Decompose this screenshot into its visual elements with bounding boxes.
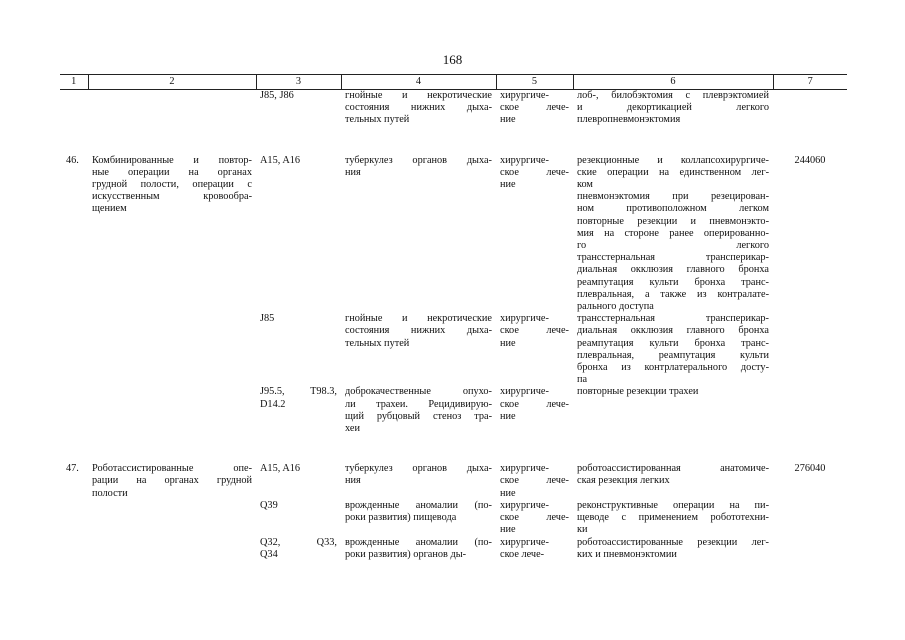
standard-cost-cell: 244060 (794, 154, 826, 166)
treatment-method-line: трансстернальная трансперикар- (577, 313, 769, 325)
column-number: 3 (256, 75, 341, 90)
icd-codes-cell (256, 537, 341, 561)
treatment-method-line: реампутация культи бронха транс- (577, 276, 769, 288)
treatment-method-cell (573, 386, 773, 435)
patient-model-line: гнойные и некротические (345, 90, 492, 101)
patient-model-line: щий рубцовый стеноз тра- (345, 410, 492, 422)
treatment-method-line: ном противоположном легком (577, 203, 769, 215)
treatment-type-cell (496, 386, 573, 435)
treatment-type-cell (496, 463, 573, 500)
treatment-method-line: щеводе с применением робототехни- (577, 512, 769, 524)
treatment-method-line: мия на стороне ранее оперированно- (577, 227, 769, 239)
row-number-cell: 46. (66, 154, 79, 166)
patient-model-line: состояния нижних дыха- (345, 325, 492, 337)
icd-codes-cell (256, 155, 341, 314)
patient-model-line: тельных путей (345, 114, 410, 126)
icd-codes-cell (256, 313, 341, 386)
treatment-method-cell (573, 155, 773, 314)
column-number: 1 (60, 75, 88, 90)
treatment-method-line: повторные резекции и пневмонэкто- (577, 215, 769, 227)
intervention-group-name-line: щением (92, 203, 127, 215)
row-number-cell (60, 537, 88, 561)
standard-cost-cell (773, 90, 847, 127)
icd-codes-line: D14.2 (260, 398, 286, 410)
treatment-method-cell (573, 500, 773, 537)
treatment-method-cell (573, 313, 773, 386)
intervention-group-name-line: полости (92, 487, 128, 499)
treatment-method-line: ские операции на единственном лег- (577, 166, 769, 178)
treatment-type-line: хирургиче- (500, 154, 549, 166)
treatment-method-line: рального доступа (577, 301, 654, 313)
icd-codes-line: Q34 (260, 548, 278, 560)
treatment-method-line: ком (577, 179, 593, 191)
treatment-type-cell (496, 500, 573, 537)
column-number: 5 (496, 75, 573, 90)
icd-codes-line: J85 (260, 313, 275, 325)
row-number-cell (60, 500, 88, 537)
treatment-method-line: плевральная, а также из контралате- (577, 288, 769, 300)
icd-codes-cell (256, 386, 341, 435)
patient-model-line: тельных путей (345, 337, 410, 349)
treatment-method-cell (573, 537, 773, 561)
patient-model-line: гнойные и некротические (345, 313, 492, 325)
table-row (60, 313, 847, 386)
treatment-type-line: хирургиче- (500, 536, 549, 548)
treatment-method-line: роботоассистированные резекции лег- (577, 536, 769, 548)
row-number-cell (60, 386, 88, 435)
patient-model-line: роки развития) пищевода (345, 512, 457, 524)
intervention-group-name-cell (88, 313, 256, 386)
icd-codes-line: J85, J86 (260, 90, 294, 101)
intervention-group-name-cell (88, 500, 256, 537)
treatment-method-line: роботоассистированная анатомиче- (577, 463, 769, 475)
treatment-method-line: трансстернальная трансперикар- (577, 252, 769, 264)
intervention-group-name-cell (88, 155, 256, 314)
patient-model-cell (341, 500, 496, 537)
treatment-method-line: па (577, 374, 588, 386)
patient-model-cell (341, 313, 496, 386)
treatment-method-line: го легкого (577, 240, 769, 252)
row-number-cell (60, 90, 88, 127)
patient-model-line: врожденные аномалии (по- (345, 499, 492, 511)
table-row (60, 500, 847, 537)
intervention-group-name-line: искусственным кровообра- (92, 191, 252, 203)
treatment-type-line: ское лече- (500, 325, 569, 337)
intervention-group-name-line: рации на органах грудной (92, 475, 252, 487)
icd-codes-line: Q39 (260, 499, 278, 511)
table-body (60, 90, 847, 561)
treatment-type-cell (496, 155, 573, 314)
icd-codes-cell (256, 90, 341, 127)
treatment-type-line: ское лече- (500, 548, 545, 560)
treatment-method-line: повторные резекции трахеи (577, 386, 699, 398)
icd-codes-cell (256, 500, 341, 537)
patient-model-line: ния (345, 475, 361, 487)
intervention-group-name-line: ные операции на органах (92, 166, 252, 178)
row-number-cell (60, 313, 88, 386)
table-row (60, 90, 847, 127)
icd-codes-line: A15, A16 (260, 463, 301, 475)
standard-cost-cell (773, 386, 847, 435)
icd-codes-line: J95.5, T98.3, (260, 386, 337, 398)
patient-model-line: хеи (345, 423, 360, 435)
patient-model-cell (341, 463, 496, 500)
treatment-method-line: плевральная, реампутация культи (577, 349, 769, 361)
icd-codes-cell (256, 463, 341, 500)
row-spacer (60, 435, 847, 463)
column-number: 4 (341, 75, 496, 90)
intervention-group-name-cell (88, 463, 256, 500)
treatment-method-line: реампутация культи бронха транс- (577, 337, 769, 349)
treatment-type-line: ние (500, 410, 516, 422)
row-number-cell: 47. (66, 463, 79, 475)
treatment-method-line: ки (577, 524, 588, 536)
treatment-type-line: хирургиче- (500, 463, 549, 475)
patient-model-line: туберкулез органов дыха- (345, 154, 492, 166)
table-row (60, 155, 847, 314)
treatment-type-line: хирургиче- (500, 313, 549, 325)
treatment-type-line: ние (500, 114, 516, 126)
standard-cost-cell (773, 500, 847, 537)
column-number: 7 (773, 75, 847, 90)
treatment-method-line: диальная окклюзия главного бронха (577, 264, 769, 276)
column-number: 6 (573, 75, 773, 90)
patient-model-cell (341, 537, 496, 561)
document-table (60, 74, 847, 561)
patient-model-line: ния (345, 166, 361, 178)
intervention-group-name-cell (88, 537, 256, 561)
patient-model-line: доброкачественные опухо- (345, 386, 492, 398)
treatment-type-line: ское лече- (500, 512, 569, 524)
treatment-type-line: ское лече- (500, 102, 569, 114)
treatment-type-line: хирургиче- (500, 499, 549, 511)
row-spacer (60, 127, 847, 155)
table-row (60, 537, 847, 561)
table-row (60, 463, 847, 500)
table-row (60, 386, 847, 435)
patient-model-line: состояния нижних дыха- (345, 102, 492, 114)
patient-model-line: роки развития) органов ды- (345, 548, 467, 560)
treatment-method-line: бронха из контрлатерального досту- (577, 362, 769, 374)
treatment-method-line: диальная окклюзия главного бронха (577, 325, 769, 337)
treatment-method-line: резекционные и коллапсохирургиче- (577, 154, 769, 166)
patient-model-cell (341, 386, 496, 435)
icd-codes-line: Q32, Q33, (260, 536, 337, 548)
treatment-type-line: хирургиче- (500, 90, 549, 101)
patient-model-cell (341, 155, 496, 314)
treatment-type-line: ское лече- (500, 166, 569, 178)
standard-cost-cell: 276040 (794, 463, 826, 475)
treatment-type-cell (496, 90, 573, 127)
treatment-type-line: ское лече- (500, 398, 569, 410)
treatment-method-cell (573, 90, 773, 127)
patient-model-line: врожденные аномалии (по- (345, 536, 492, 548)
patient-model-line: ли трахеи. Рецидивирую- (345, 398, 492, 410)
treatment-type-line: ние (500, 179, 516, 191)
standard-cost-cell (773, 313, 847, 386)
column-number: 2 (88, 75, 256, 90)
patient-model-cell (341, 90, 496, 127)
treatment-type-cell (496, 313, 573, 386)
treatment-method-line: ких и пневмонэктомии (577, 548, 677, 560)
treatment-type-line: хирургиче- (500, 386, 549, 398)
standard-cost-cell (773, 537, 847, 561)
intervention-group-name-line: Роботассистированные опе- (92, 463, 252, 475)
treatment-type-line: ское лече- (500, 475, 569, 487)
treatment-method-cell (573, 463, 773, 500)
treatment-type-line: ние (500, 487, 516, 499)
intervention-group-name-line: грудной полости, операции с (92, 179, 252, 191)
treatment-method-line: и декортикацией легкого (577, 102, 769, 114)
patient-model-line: туберкулез органов дыха- (345, 463, 492, 475)
column-number-header (60, 75, 847, 90)
treatment-type-line: ние (500, 337, 516, 349)
intervention-group-name-line: Комбинированные и повтор- (92, 154, 252, 166)
icd-codes-line: A15, A16 (260, 154, 301, 166)
treatment-method-line: плевропневмонэктомия (577, 114, 681, 126)
page-number: 168 (442, 52, 463, 67)
intervention-group-name-cell (88, 386, 256, 435)
treatment-method-line: ская резекция легких (577, 475, 670, 487)
treatment-method-line: лоб-, билобэктомия с плеврэктомией (577, 90, 769, 101)
treatment-method-line: пневмонэктомия при резецирован- (577, 191, 769, 203)
treatment-type-line: ние (500, 524, 516, 536)
intervention-group-name-cell (88, 90, 256, 127)
treatment-method-line: реконструктивные операции на пи- (577, 499, 769, 511)
treatment-type-cell (496, 537, 573, 561)
